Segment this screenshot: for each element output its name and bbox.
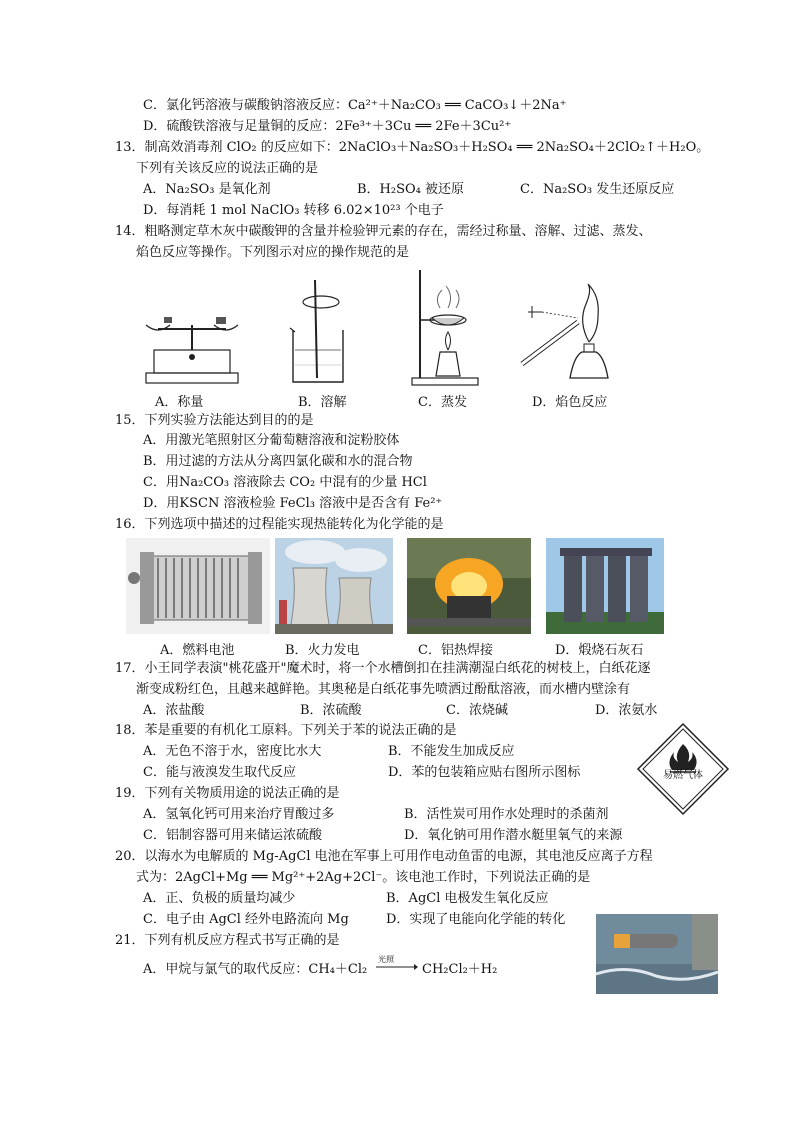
q13-option-c: C．Na₂SO₃ 发生还原反应: [520, 182, 675, 197]
q14-caption-d: D．焰色反应: [532, 395, 608, 410]
q15-option-a: A．用激光笔照射区分葡萄糖溶液和淀粉胶体: [143, 433, 400, 448]
q18-option-a: A．无色不溶于水，密度比水大: [143, 744, 322, 759]
q18-option-b: B．不能发生加成反应: [388, 744, 515, 759]
thermite-welding-photo: [407, 538, 531, 634]
q17-stem: 17．小王同学表演"桃花盛开"魔术时，将一个水槽倒扣在挂满潮湿白纸花的树枝上，白纸花逐: [115, 661, 651, 676]
q18-option-d: D．苯的包装箱应贴右图所示图标: [388, 765, 581, 780]
q14-stem-2: 焰色反应等操作。下列图示对应的操作规范的是: [136, 245, 410, 260]
q13-option-a: A．Na₂SO₃ 是氧化剂: [143, 182, 271, 197]
q12-option-d: D．硫酸铁溶液与足量铜的反应：2Fe³⁺＋3Cu ══ 2Fe＋3Cu²⁺: [143, 119, 512, 134]
q19-option-b: B．活性炭可用作水处理时的杀菌剂: [404, 807, 609, 822]
power-plant-photo: [275, 538, 393, 634]
q16-caption-a: A．燃料电池: [160, 643, 235, 658]
q20-option-d: D．实现了电能向化学能的转化: [386, 912, 566, 927]
q20-option-b: B．AgCl 电极发生氧化反应: [386, 891, 549, 906]
q18-stem: 18．苯是重要的有机化工原料。下列关于苯的说法正确的是: [115, 723, 457, 738]
q15-stem: 15．下列实验方法能达到目的的是: [115, 413, 314, 428]
q19-option-c: C．铝制容器可用来储运浓硫酸: [143, 828, 322, 843]
q20-stem: 20．以海水为电解质的 Mg-AgCl 电池在军事上可用作电动鱼雷的电源，其电池反应离子方程: [115, 849, 653, 864]
q19-option-d: D．氧化钠可用作潜水艇里氧气的来源: [404, 828, 623, 843]
q14-caption-c: C．蒸发: [418, 395, 467, 410]
q16-caption-b: B．火力发电: [285, 643, 360, 658]
flame-test-figure: [518, 282, 614, 387]
q13-stem: 13．制高效消毒剂 ClO₂ 的反应如下：2NaClO₃＋Na₂SO₃＋H₂SO₄ ══ 2Na₂SO₄＋2ClO₂↑＋H₂O。: [115, 140, 710, 155]
q21-option-a: A．甲烷与氯气的取代反应：CH₄＋Cl₂: [143, 962, 368, 977]
q16-stem: 16．下列选项中描述的过程能实现热能转化为化学能的是: [115, 517, 444, 532]
q15-option-b: B．用过滤的方法从分离四氯化碳和水的混合物: [143, 454, 413, 469]
q17-option-a: A．浓盐酸: [143, 703, 205, 718]
q14-stem: 14．粗略测定草木灰中碳酸钾的含量并检验钾元素的存在，需经过称量、溶解、过滤、蒸发、: [115, 224, 652, 239]
torpedo-photo: [596, 914, 718, 994]
q21-stem: 21．下列有机反应方程式书写正确的是: [115, 933, 340, 948]
q15-option-c: C．用Na₂CO₃ 溶液除去 CO₂ 中混有的少量 HCl: [143, 475, 427, 490]
q15-option-d: D．用KSCN 溶液检验 FeCl₃ 溶液中是否含有 Fe²⁺: [143, 496, 443, 511]
q13-option-b: B．H₂SO₄ 被还原: [357, 182, 465, 197]
q14-caption-b: B．溶解: [298, 395, 347, 410]
arrow-condition-label: 光照: [378, 955, 394, 964]
beaker-stirring-figure: [285, 270, 355, 387]
q16-caption-c: C．铝热焊接: [418, 643, 493, 658]
hazard-label: 易燃气体: [663, 770, 703, 781]
fuel-cell-photo: [126, 538, 270, 634]
q13-option-d: D．每消耗 1 mol NaClO₃ 转移 6.02×10²³ 个电子: [143, 203, 444, 218]
q13-stem-2: 下列有关该反应的说法正确的是: [136, 161, 319, 176]
q19-stem: 19．下列有关物质用途的说法正确的是: [115, 786, 340, 801]
q17-option-d: D．浓氨水: [595, 703, 658, 718]
q20-option-c: C．电子由 AgCl 经外电路流向 Mg: [143, 912, 349, 927]
evaporation-figure: [410, 260, 480, 387]
q21-option-a-product: CH₂Cl₂＋H₂: [422, 962, 498, 977]
q19-option-a: A．氢氧化钙可用来治疗胃酸过多: [143, 807, 335, 822]
q20-stem-2: 式为：2AgCl+Mg ══ Mg²⁺+2Ag+2Cl⁻。该电池工作时，下列说法正确的是: [136, 870, 591, 885]
q12-option-c: C．氯化钙溶液与碳酸钠溶液反应：Ca²⁺＋Na₂CO₃ ══ CaCO₃↓＋2Na⁺: [143, 98, 567, 113]
q16-caption-d: D．煅烧石灰石: [555, 643, 644, 658]
reaction-arrow-icon: [376, 962, 418, 972]
q14-caption-a: A．称量: [155, 395, 204, 410]
lime-kiln-photo: [546, 538, 664, 634]
balance-figure: [136, 295, 248, 387]
q18-option-c: C．能与液溴发生取代反应: [143, 765, 296, 780]
q17-stem-2: 渐变成粉红色，且越来越鲜艳。其奥秘是白纸花事先喷洒过酚酞溶液，而水槽内壁涂有: [136, 682, 631, 697]
q17-option-b: B．浓硫酸: [300, 703, 362, 718]
q17-option-c: C．浓烧碱: [446, 703, 508, 718]
q20-option-a: A．正、负极的质量均减少: [143, 891, 296, 906]
